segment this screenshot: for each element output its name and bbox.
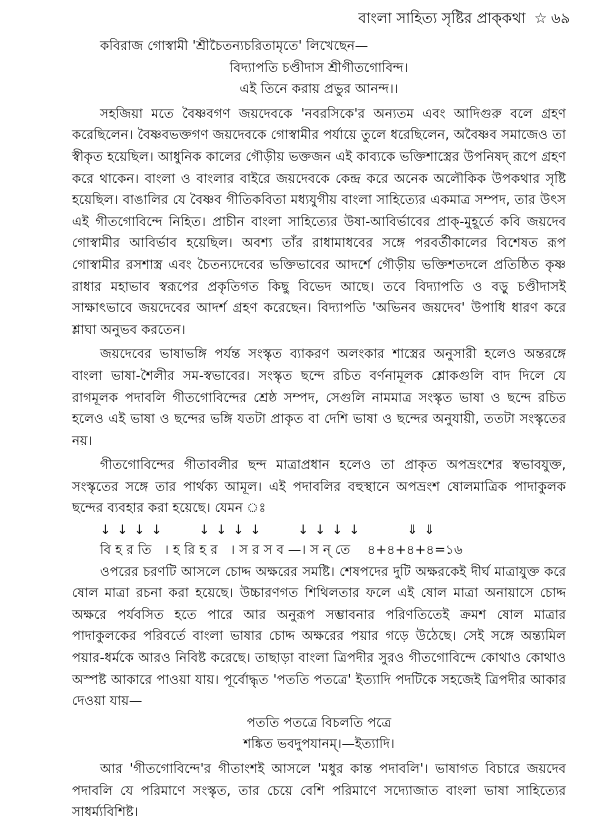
page-number: ৬৯ [551, 11, 570, 27]
meter-arrows: ↓ ↓ ↓ ↓ ↓ ↓ ↓ ↓ ↓ ↓ ↓ ↓ ⇓ ⇓ [100, 523, 436, 539]
paragraph-5: আর 'গীতগোবিন্দে'র গীতাংশই আসলে 'মধুর কান্ত পদাবলি'। ভাষাগত বিচারে জয়দেব পদাবলি যে পরিমাণে সংস্কৃত, তার চেয়ে বেশি পরিমাণে সদ্যোজাত বাংলা ভাষা সাহিত্যের সাধর্ম্যবিশিষ্ট। [72, 762, 566, 821]
quote-line-1: বিদ্যাপতি চণ্ডীদাস শ্রীগীতগোবিন্দ। [229, 60, 409, 76]
page-body [72, 36, 566, 824]
quote-line-2: এই তিনে করায় প্রভুর আনন্দ।। [239, 82, 399, 98]
running-title: বাংলা সাহিত্য সৃষ্টির প্রাক্‌কথা [358, 11, 526, 27]
verse-line-2: শঙ্কিত ভবদুপযানম্‌।—ইত্যাদি। [243, 737, 395, 753]
paragraph-1: সহজিয়া মতে বৈষ্ণবগণ জয়দেবকে 'নবরসিকে'র অন্যতম এবং আদিগুরু বলে গ্রহণ করেছিলেন। বৈষ্ণবভক্তগণ জয়দেবকে গোস্বামীর পর্যায়ে তুলে ধরেছিলেন, অবৈষ্ণব সমাজেও তা স্বীকৃত হয়েছিল। আধুনিক কালের গৌড়ীয় ভক্তজন এই কাব্যকে ভক্তিশাস্ত্রের উপনিষদ্‌ রূপে গ্রহণ করে থাকেন। বাংলা ও বাংলার বাইরে জয়দেবকে কেন্দ্র করে অনেক অলৌকিক উপকথার সৃষ্টি হয়েছিল। বাঙালির যে বৈষ্ণব গীতিকবিতা মধ্যযুগীয় বাংলা সাহিত্যের একমাত্র সম্পদ, তার উৎস এই গীতগোবিন্দে নিহিত। প্রাচীন বাংলা সাহিত্যের উষা-আবির্ভাবের প্রাক্‌-মুহূর্তে কবি জয়দেব গোস্বামীর আবির্ভাব হয়েছিল। অবশ্য তাঁর রাধামাধবের সঙ্গে পরবর্তীকালের বিশেষত রূপ গোস্বামীর রসশাস্ত্র এবং চৈতন্যদেবের ভক্তিভাবের আদর্শে গৌড়ীয় ভক্তিশতদলে প্রতিষ্ঠিত কৃষ্ণ রাধার মহাভাব স্বরূপের প্রকৃতিগত কিছু বিভেদ আছে। তবে বিদ্যাপতি ও বড়ু চণ্ডীদাসই সাক্ষাৎভাবে জয়দেবের আদর্শ গ্রহণ করেছেন। বিদ্যাপতি 'অভিনব জয়দেব' উপাধি ধারণ করে শ্লাঘা অনুভব করতেন। [72, 106, 566, 338]
paragraph-4: ওপরের চরণটি আসলে চোদ্দ অক্ষরের সমষ্টি। শেষপদের দুটি অক্ষরকেই দীর্ঘ মাত্রাযুক্ত করে ষোল মাত্রা রচনা করা হয়েছে। উচ্চারণগত শিথিলতার ফলে এই ষোল মাত্রা অনায়াসে চোদ্দ অক্ষরে পর্যবসিত হতে পারে আর অনুরূপ সম্ভাবনার পরিণতিতেই ক্রমশ ষোল মাত্রার পাদাকুলকের পরিবর্তে বাংলা ভাষার চোদ্দ অক্ষরের পয়ার গড়ে উঠেছে। সেই সঙ্গে অন্ত্যমিল পয়ার-ধর্মকে আরও নিবিষ্ট করেছে। তাছাড়া বাংলা ত্রিপদীর সুরও গীতগোবিন্দে কোথাও কোথাও অস্পষ্ট আকারে পাওয়া যায়। পূর্বোদ্ধৃত 'পততি পতত্রে' ইত্যাদি পদটিকে সহজেই ত্রিপদীর আকার দেওয়া যায়— [72, 564, 566, 710]
verse-line-1: পততি পতত্রে বিচলতি পত্রে [246, 715, 392, 731]
paragraph-2: জয়দেবের ভাষাভঙ্গি পর্যন্ত সংস্কৃত ব্যাকরণ অলংকার শাস্ত্রের অনুসারী হলেও অন্তরঙ্গে বাংলা ভাষা-শৈলীর সম-স্বভাবের। সংস্কৃত ছন্দে রচিত বর্ণনামূলক শ্লোকগুলি বাদ দিলে যে রাগমূলক পদাবলি গীতগোবিন্দের শ্রেষ্ঠ সম্পদ, সেগুলি নামমাত্র সংস্কৃত ভাষা ও ছন্দে রচিত হলেও এই ভাষা ও ছন্দের ভঙ্গি যতটা প্রাকৃত বা দেশি ভাষা ও ছন্দের অনুযায়ী, ততটা সংস্কৃতের নয়। [72, 347, 566, 449]
intro-line: কবিরাজ গোস্বামী 'শ্রীচৈতন্যচরিতামৃতে' লিখেছেন— [100, 39, 369, 54]
meter-syllables: বি হ র তি । হ রি হ র । স র স ব —। স ন্‌ তে ৪+৪+৪+৪=১৬ [100, 543, 463, 559]
paragraph-3: গীতগোবিন্দের গীতাবলীর ছন্দ মাত্রাপ্রধান হলেও তা প্রাকৃত অপভ্রংশের স্বভাবযুক্ত, সংস্কৃতের সঙ্গে তার পার্থক্য আমূল। এই পদাবলির বহুস্থানে অপভ্রংশ ষোলমাত্রিক পাদাকুলক ছন্দের ব্যবহার করা হয়েছে। যেমন ঃ [72, 458, 566, 517]
star-icon: ☆ [534, 11, 548, 27]
running-header [358, 8, 570, 32]
